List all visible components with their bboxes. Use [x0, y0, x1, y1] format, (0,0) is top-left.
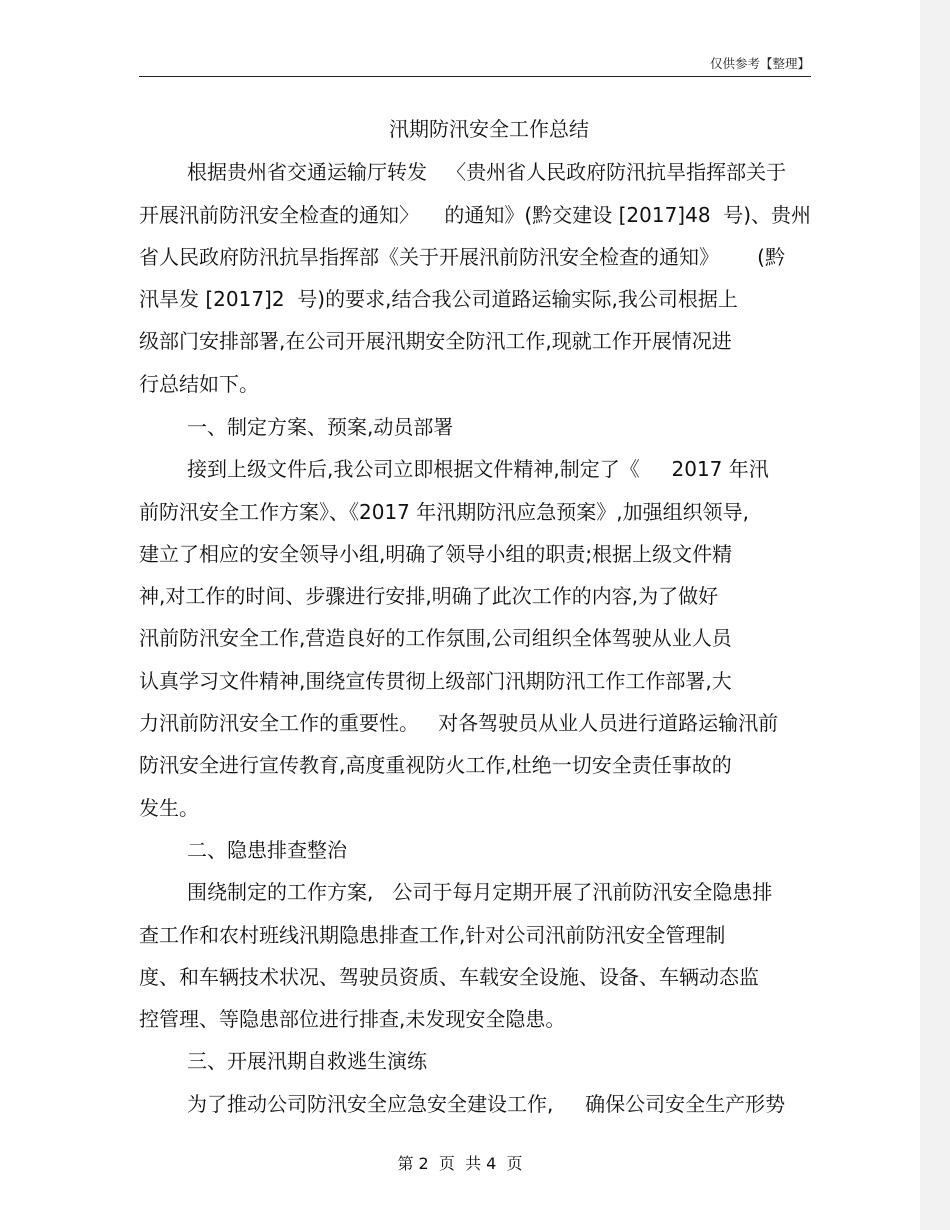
paragraph-line: 根据贵州省交通运输厅转发 〈贵州省人民政府防汛抗旱指挥部关于 — [187, 160, 787, 184]
paragraph-line: 行总结如下。 — [139, 372, 259, 396]
paragraph-line: 度、和车辆技术状况、驾驶员资质、车载安全设施、设备、车辆动态监 — [139, 965, 759, 989]
header-note: 仅供参考【整理】 — [709, 56, 810, 71]
paragraph-line: 围绕制定的工作方案, 公司于每月定期开展了汛前防汛安全隐患排 — [187, 880, 773, 904]
document-title: 汛期防汛安全工作总结 — [389, 117, 589, 141]
paragraph-line: 控管理、等隐患部位进行排查,未发现安全隐患。 — [139, 1007, 566, 1031]
paragraph-line: 力汛前防汛安全工作的重要性。 对各驾驶员从业人员进行道路运输汛前 — [139, 711, 779, 735]
paragraph-line: 省人民政府防汛抗旱指挥部《关于开展汛前防汛安全检查的通知》 (黔 — [139, 245, 785, 269]
paragraph-line: 前防汛安全工作方案》、《2017 年汛期防汛应急预案》,加强组织领导, — [139, 500, 749, 524]
section-heading: 三、开展汛期自救逃生演练 — [187, 1049, 427, 1073]
paragraph-line: 开展汛前防汛安全检查的通知〉 的通知》(黔交建设 [2017]48 号)、贵州 — [139, 203, 812, 227]
paragraph-line: 认真学习文件精神,围绕宣传贯彻上级部门汛期防汛工作工作部署,大 — [139, 669, 732, 693]
paragraph-line: 查工作和农村班线汛期隐患排查工作,针对公司汛前防汛安全管理制 — [139, 923, 726, 947]
paragraph-line: 接到上级文件后,我公司立即根据文件精神,制定了《 2017 年汛 — [187, 457, 769, 481]
section-heading: 二、隐患排查整治 — [187, 838, 347, 862]
paragraph-line: 级部门安排部署,在公司开展汛期安全防汛工作,现就工作开展情况进 — [139, 329, 732, 353]
header-rule — [139, 76, 811, 77]
paragraph-line: 汛前防汛安全工作,营造良好的工作氛围,公司组织全体驾驶从业人员 — [139, 626, 732, 650]
page-number-footer: 第 2 页 共 4 页 — [397, 1154, 523, 1173]
paragraph-line: 发生。 — [139, 796, 199, 820]
section-heading: 一、制定方案、预案,动员部署 — [187, 415, 454, 439]
paragraph-line: 建立了相应的安全领导小组,明确了领导小组的职责;根据上级文件精 — [139, 542, 733, 566]
paragraph-line: 防汛安全进行宣传教育,高度重视防火工作,杜绝一切安全责任事故的 — [139, 753, 732, 777]
paragraph-line: 神,对工作的时间、步骤进行安排,明确了此次工作的内容,为了做好 — [139, 584, 719, 608]
paragraph-line: 为了推动公司防汛安全应急安全建设工作, 确保公司安全生产形势 — [187, 1092, 786, 1116]
paragraph-line: 汛旱发 [2017]2 号)的要求,结合我公司道路运输实际,我公司根据上 — [139, 287, 738, 311]
